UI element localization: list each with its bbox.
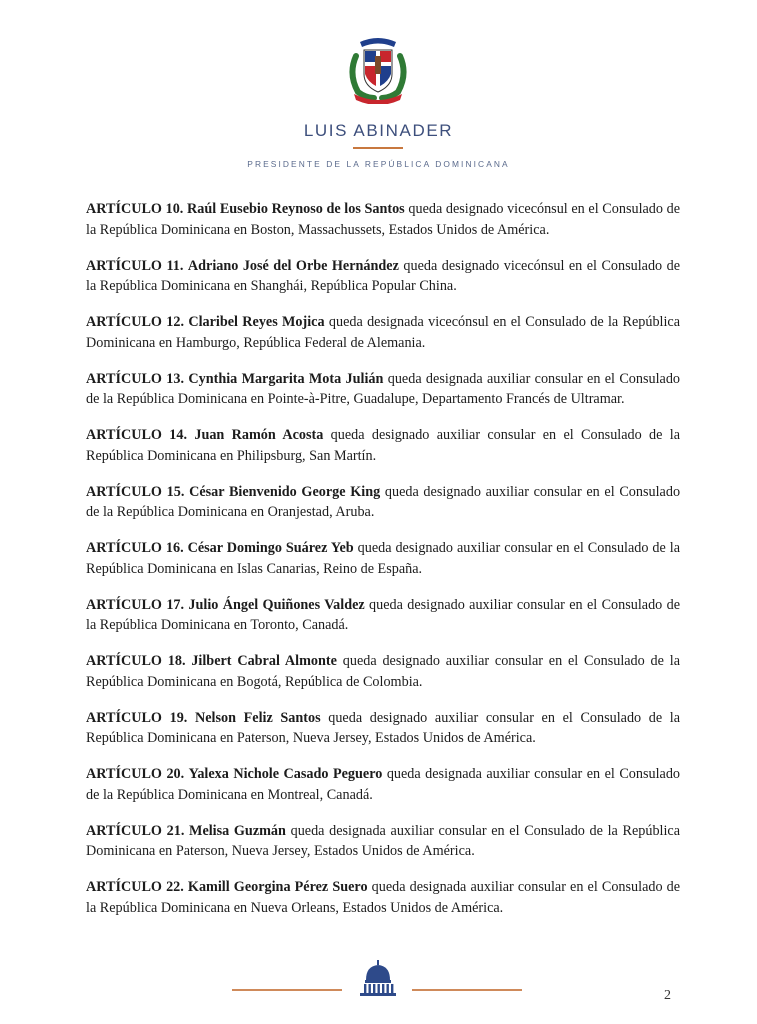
article-label: ARTÍCULO 17. (86, 596, 185, 613)
article-10 (86, 199, 680, 240)
article-person-name: César Domingo Suárez Yeb (187, 540, 354, 556)
article-label: ARTÍCULO 21. (86, 822, 185, 839)
article-text: queda designado auxiliar consular en el Consulado de la República Dominicana en Philipsburg, San Martín. (86, 427, 681, 464)
article-label: ARTÍCULO 15. (86, 483, 185, 500)
article-person-name: Claribel Reyes Mojica (188, 314, 325, 330)
article-person-name: Cynthia Margarita Mota Julián (188, 370, 384, 387)
article-label: ARTÍCULO 11. (86, 257, 184, 274)
article-15 (86, 482, 680, 523)
letterhead-divider (353, 147, 403, 149)
article-text: queda designada auxiliar consular en el Consulado de la República Dominicana en Pointe-à-Pitre, Guadalupe, Departamento Francés de Ultramar. (86, 370, 681, 407)
article-label: ARTÍCULO 20. (86, 766, 185, 782)
article-label: ARTÍCULO 19. (86, 709, 188, 726)
article-text: queda designado auxiliar consular en el Consulado de la República Dominicana en Paterson, Nueva Jersey, Estados Unidos de América. (86, 709, 681, 746)
article-16 (86, 538, 680, 579)
article-list (86, 199, 680, 934)
coat-of-arms-icon (346, 34, 410, 104)
article-label: ARTÍCULO 13. (86, 370, 185, 387)
article-text: queda designada auxiliar consular en el Consulado de la República Dominicana en Nueva Orleans, Estados Unidos de América. (86, 879, 681, 916)
article-text: queda designada vicecónsul en el Consulado de la República Dominicana en Hamburgo, República Federal de Alemania. (86, 314, 681, 351)
letterhead-subtitle: PRESIDENTE DE LA REPÚBLICA DOMINICANA (247, 159, 510, 169)
article-person-name: Kamill Georgina Pérez Suero (187, 879, 368, 895)
article-text: queda designado vicecónsul en el Consulado de la República Dominicana en Shanghái, República Popular China. (86, 257, 681, 294)
article-19 (86, 708, 680, 749)
article-text: queda designado vicecónsul en el Consulado de la República Dominicana en Boston, Massachussets, Estados Unidos de América. (86, 201, 681, 238)
article-person-name: Julio Ángel Quiñones Valdez (188, 596, 365, 613)
footer-rule-left (232, 989, 342, 991)
article-text: queda designado auxiliar consular en el Consulado de la República Dominicana en Oranjestad, Aruba. (86, 483, 681, 520)
footer-rule-right (412, 989, 522, 991)
page-number: 2 (664, 988, 671, 1003)
letterhead (0, 0, 757, 180)
article-14 (86, 425, 680, 466)
article-20 (86, 764, 680, 805)
article-person-name: Raúl Eusebio Reynoso de los Santos (187, 201, 405, 217)
article-text: queda designado auxiliar consular en el Consulado de la República Dominicana en Bogotá, República de Colombia. (86, 653, 680, 690)
article-13 (86, 369, 680, 410)
article-person-name: Jilbert Cabral Almonte (191, 653, 337, 669)
article-label: ARTÍCULO 22. (86, 879, 184, 895)
article-person-name: Melisa Guzmán (189, 822, 286, 839)
article-17 (86, 595, 680, 636)
article-label: ARTÍCULO 16. (86, 540, 184, 556)
article-person-name: Juan Ramón Acosta (194, 427, 324, 443)
article-person-name: César Bienvenido George King (189, 483, 381, 500)
article-person-name: Nelson Feliz Santos (194, 709, 321, 726)
article-text: queda designado auxiliar consular en el Consulado de la República Dominicana en Toronto, Canadá. (86, 596, 681, 633)
article-label: ARTÍCULO 12. (86, 314, 185, 330)
palace-dome-icon (356, 960, 400, 996)
article-text: queda designada auxiliar consular en el Consulado de la República Dominicana en Montreal, Canadá. (86, 766, 681, 803)
article-11 (86, 256, 680, 297)
article-person-name: Yalexa Nichole Casado Peguero (188, 766, 383, 782)
article-label: ARTÍCULO 14. (86, 427, 188, 443)
letterhead-name: LUIS ABINADER (303, 121, 454, 140)
article-18 (86, 651, 680, 692)
article-label: ARTÍCULO 18. (86, 653, 186, 669)
article-text: queda designada auxiliar consular en el Consulado de la República Dominicana en Paterson, Nueva Jersey, Estados Unidos de América. (86, 822, 681, 859)
article-label: ARTÍCULO 10. (86, 201, 184, 217)
article-person-name: Adriano José del Orbe Hernández (187, 257, 399, 274)
article-21 (86, 821, 680, 862)
article-12 (86, 312, 680, 353)
article-text: queda designado auxiliar consular en el Consulado de la República Dominicana en Islas Canarias, Reino de España. (86, 540, 681, 577)
article-22 (86, 877, 680, 918)
